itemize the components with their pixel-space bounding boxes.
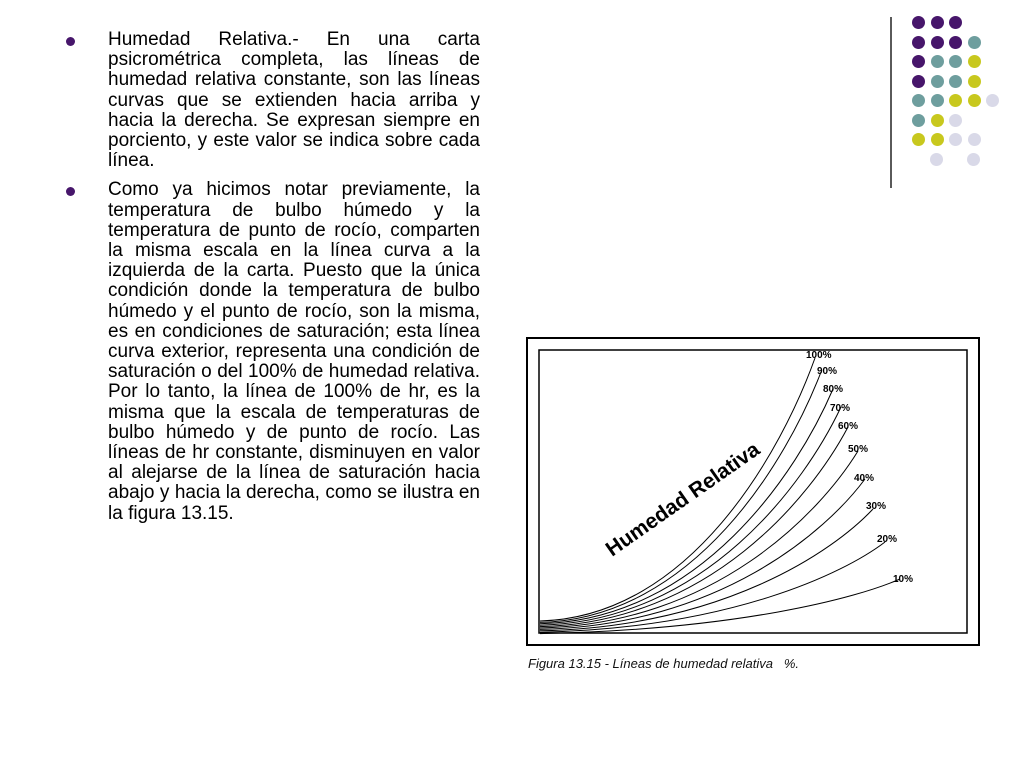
decorative-dot-icon [912,114,925,127]
bullet-icon [66,37,75,46]
decorative-dot-icon [968,94,981,107]
bullet-item [62,30,480,171]
decorative-dot-icon [931,114,944,127]
decorative-dot-icon [986,94,999,107]
decorative-dot-icon [912,16,925,29]
inner-frame [539,350,967,633]
decorative-dot-icon [912,133,925,146]
curve-label: 50% [848,444,869,455]
curve-label: 80% [823,384,844,395]
decorative-dot-icon [949,75,962,88]
decorative-dot-icon [912,36,925,49]
curve-label: 90% [817,366,838,377]
decorative-dot-icon [931,133,944,146]
curve-label: 100% [806,350,832,361]
decorative-dot-icon [968,75,981,88]
decorative-dot-icon [968,36,981,49]
decorative-dot-icon [949,55,962,68]
decorative-dot-icon [931,94,944,107]
decorative-dot-icon [949,94,962,107]
humidity-curve [540,407,841,625]
decorative-dot-icon [912,75,925,88]
curve-label: 70% [830,403,851,414]
decorative-dot-icon [968,133,981,146]
curve-label: 60% [838,421,859,432]
decorative-dot-icon [912,94,925,107]
decorative-dot-icon [967,153,980,166]
figure-caption: Figura 13.15 - Líneas de humedad relativa %. [528,656,799,671]
decorative-dot-icon [930,153,943,166]
curve-label: 10% [893,574,914,585]
humidity-chart [528,339,978,644]
decorative-dot-icon [949,114,962,127]
bullet-text: Humedad Relativa.- En una carta psicrométrica completa, las líneas de humedad relativa constante, son las líneas curvas que se extienden hacia arriba y hacia la derecha. Se expresan siempre en porciento, y este valor se indica sobre cada línea. [108,29,480,172]
curve-label: 30% [866,501,887,512]
relative-humidity-figure [526,337,980,646]
figure-title: Humedad Relativa [601,437,765,562]
bullet-list [62,30,480,533]
humidity-curve [540,509,873,631]
curve-label: 20% [877,534,898,545]
decorative-dot-icon [931,16,944,29]
humidity-curves [540,358,900,634]
bullet-text: Como ya hicimos notar previamente, la temperatura de bulbo húmedo y la temperatura de punto de rocío, comparten la misma escala en la línea curva a la izquierda de la carta. Puesto que la única condición donde la temperatura de bulbo húmedo y el punto de rocío, son la misma, es en condiciones de saturación; esta línea curva exterior, representa una condición de saturación o del 100% de humedad relativa. Por lo tanto, la línea de 100% de hr, es la misma que la escala de temperaturas de bulbo húmedo y de punto de rocío. Las líneas de hr constante, disminuyen en valor al alejarse de la línea de saturación hacia abajo y hacia la derecha, como se ilustra en la figura 13.15. [108,179,480,524]
decorative-dot-icon [949,133,962,146]
humidity-curve [540,427,848,627]
decorative-dot-icon [912,55,925,68]
decorative-dot-icon [931,75,944,88]
decorative-dot-icon [949,16,962,29]
curve-label: 40% [854,473,875,484]
curve-labels [806,350,913,585]
decorative-dot-icon [931,55,944,68]
decorative-dot-icon [968,55,981,68]
bullet-item [62,180,480,523]
decorative-divider [890,17,892,188]
decorative-dot-icon [931,36,944,49]
decorative-dot-icon [949,36,962,49]
bullet-icon [66,187,75,196]
